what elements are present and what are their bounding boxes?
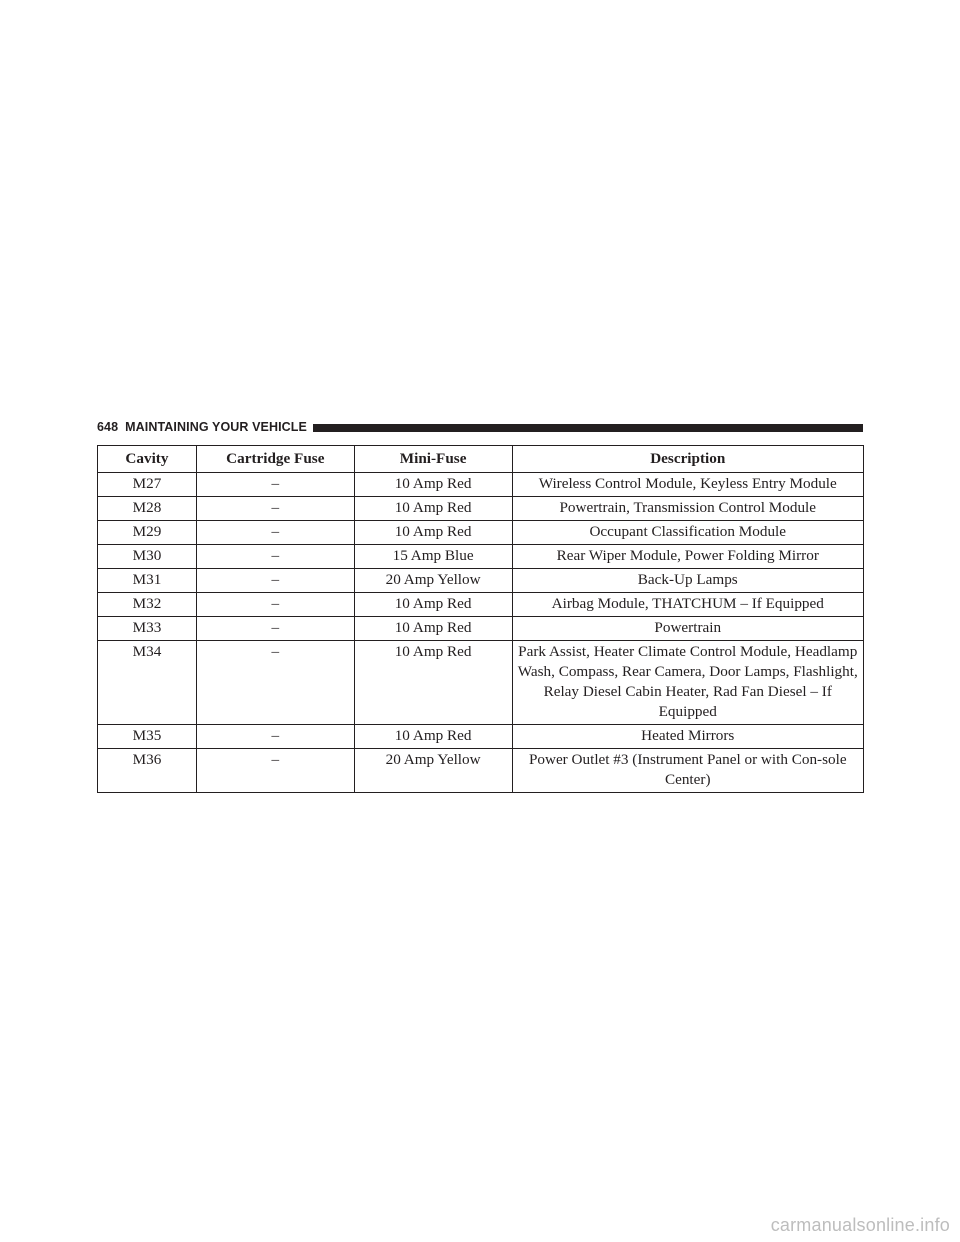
table-row — [98, 749, 864, 793]
cavity-cell: M28 — [98, 497, 197, 521]
table-row — [98, 641, 864, 725]
description-cell: Wireless Control Module, Keyless Entry Module — [512, 473, 864, 497]
cartridge-fuse-cell: – — [196, 617, 354, 641]
description-cell: Heated Mirrors — [512, 725, 864, 749]
table-row — [98, 545, 864, 569]
mini-fuse-cell: 10 Amp Red — [354, 497, 512, 521]
cavity-cell: M29 — [98, 521, 197, 545]
table-row — [98, 497, 864, 521]
description-cell: Powertrain, Transmission Control Module — [512, 497, 864, 521]
column-header-mini-fuse: Mini-Fuse — [354, 446, 512, 473]
description-cell: Back-Up Lamps — [512, 569, 864, 593]
cavity-cell: M30 — [98, 545, 197, 569]
mini-fuse-cell: 10 Amp Red — [354, 725, 512, 749]
mini-fuse-cell: 10 Amp Red — [354, 473, 512, 497]
page-number: 648 — [97, 420, 119, 434]
page-header — [97, 419, 863, 435]
cavity-cell: M36 — [98, 749, 197, 793]
table-row — [98, 617, 864, 641]
cavity-cell: M33 — [98, 617, 197, 641]
mini-fuse-cell: 10 Amp Red — [354, 641, 512, 725]
cartridge-fuse-cell: – — [196, 497, 354, 521]
mini-fuse-cell: 10 Amp Red — [354, 617, 512, 641]
cartridge-fuse-cell: – — [196, 641, 354, 725]
cartridge-fuse-cell: – — [196, 725, 354, 749]
mini-fuse-cell: 20 Amp Yellow — [354, 569, 512, 593]
cavity-cell: M31 — [98, 569, 197, 593]
cartridge-fuse-cell: – — [196, 473, 354, 497]
description-cell: Airbag Module, THATCHUM – If Equipped — [512, 593, 864, 617]
cartridge-fuse-cell: – — [196, 593, 354, 617]
cartridge-fuse-cell: – — [196, 749, 354, 793]
mini-fuse-cell: 10 Amp Red — [354, 521, 512, 545]
description-cell: Power Outlet #3 (Instrument Panel or with Con-sole Center) — [512, 749, 864, 793]
section-title: MAINTAINING YOUR VEHICLE — [125, 420, 307, 434]
table-row — [98, 593, 864, 617]
cavity-cell: M27 — [98, 473, 197, 497]
table-row — [98, 725, 864, 749]
mini-fuse-cell: 15 Amp Blue — [354, 545, 512, 569]
description-cell: Powertrain — [512, 617, 864, 641]
header-rule — [313, 424, 863, 432]
table-row — [98, 569, 864, 593]
column-header-description: Description — [512, 446, 864, 473]
description-cell: Park Assist, Heater Climate Control Module, Headlamp Wash, Compass, Rear Camera, Door Lamps, Flashlight, Relay Diesel Cabin Heater, Rad Fan Diesel – If Equipped — [512, 641, 864, 725]
column-header-cavity: Cavity — [98, 446, 197, 473]
cartridge-fuse-cell: – — [196, 545, 354, 569]
table-header-row — [98, 446, 864, 473]
table-row — [98, 473, 864, 497]
cartridge-fuse-cell: – — [196, 569, 354, 593]
cartridge-fuse-cell: – — [196, 521, 354, 545]
fuse-table — [97, 445, 864, 793]
cavity-cell: M35 — [98, 725, 197, 749]
cavity-cell: M32 — [98, 593, 197, 617]
mini-fuse-cell: 10 Amp Red — [354, 593, 512, 617]
description-cell: Occupant Classification Module — [512, 521, 864, 545]
cavity-cell: M34 — [98, 641, 197, 725]
mini-fuse-cell: 20 Amp Yellow — [354, 749, 512, 793]
table-row — [98, 521, 864, 545]
description-cell: Rear Wiper Module, Power Folding Mirror — [512, 545, 864, 569]
column-header-cartridge-fuse: Cartridge Fuse — [196, 446, 354, 473]
watermark: carmanualsonline.info — [770, 1215, 950, 1235]
